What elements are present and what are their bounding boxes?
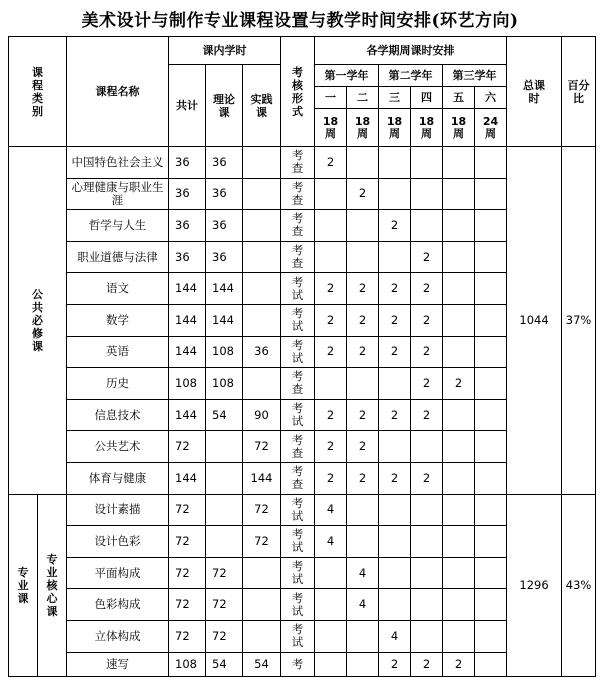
semester-hours-cell	[347, 620, 379, 652]
semester-hours-cell: 2	[379, 652, 411, 676]
semester-hours-cell	[315, 368, 347, 400]
group-total-hours: 1296	[507, 494, 562, 676]
theory-hours-cell	[206, 494, 243, 526]
theory-hours-cell: 108	[206, 368, 243, 400]
exam-form-cell: 考试	[281, 526, 315, 558]
semester-hours-cell: 2	[379, 336, 411, 368]
practice-hours-cell	[243, 210, 281, 242]
practice-hours-cell: 72	[243, 526, 281, 558]
semester-hours-cell: 2	[411, 273, 443, 305]
semester-hours-cell: 2	[411, 336, 443, 368]
semester-hours-cell: 2	[347, 336, 379, 368]
semester-hours-cell	[475, 304, 507, 336]
semester-hours-cell	[347, 368, 379, 400]
total-hours-cell: 72	[169, 557, 206, 589]
theory-hours-cell: 144	[206, 273, 243, 305]
theory-hours-cell: 108	[206, 336, 243, 368]
semester-hours-cell	[411, 526, 443, 558]
total-hours-cell: 72	[169, 526, 206, 558]
semester-hours-cell	[443, 241, 475, 273]
semester-hours-cell	[411, 620, 443, 652]
header-semester-4: 四	[411, 87, 443, 109]
header-year1: 第一学年	[315, 65, 379, 87]
semester-hours-cell	[475, 210, 507, 242]
semester-hours-cell	[475, 462, 507, 494]
course-name: 立体构成	[67, 620, 169, 652]
course-name: 公共艺术	[67, 431, 169, 463]
course-name: 速写	[67, 652, 169, 676]
curriculum-table	[8, 36, 596, 677]
course-name: 设计色彩	[67, 526, 169, 558]
semester-hours-cell	[347, 652, 379, 676]
total-hours-cell: 36	[169, 147, 206, 179]
total-hours-cell: 108	[169, 652, 206, 676]
exam-form-cell: 考试	[281, 336, 315, 368]
course-name: 体育与健康	[67, 462, 169, 494]
semester-hours-cell	[443, 431, 475, 463]
total-hours-cell: 144	[169, 336, 206, 368]
semester-hours-cell	[315, 210, 347, 242]
semester-hours-cell	[379, 589, 411, 621]
practice-hours-cell: 144	[243, 462, 281, 494]
semester-hours-cell	[379, 368, 411, 400]
semester-hours-cell	[475, 557, 507, 589]
semester-hours-cell	[443, 526, 475, 558]
semester-hours-cell	[443, 178, 475, 210]
semester-hours-cell	[475, 241, 507, 273]
semester-hours-cell	[475, 652, 507, 676]
semester-hours-cell: 2	[411, 368, 443, 400]
exam-form-cell: 考试	[281, 273, 315, 305]
semester-hours-cell	[475, 526, 507, 558]
semester-hours-cell	[475, 431, 507, 463]
total-hours-cell: 72	[169, 431, 206, 463]
theory-hours-cell: 72	[206, 620, 243, 652]
semester-hours-cell	[347, 241, 379, 273]
semester-hours-cell: 2	[315, 462, 347, 494]
document-title: 美术设计与制作专业课程设置与教学时间安排(环艺方向)	[81, 10, 519, 31]
semester-hours-cell: 2	[379, 399, 411, 431]
table-row	[9, 147, 596, 179]
exam-form-cell: 考试	[281, 620, 315, 652]
header-percent: 百分比	[562, 37, 596, 147]
table-row	[9, 494, 596, 526]
semester-hours-cell	[475, 620, 507, 652]
semester-hours-cell	[411, 494, 443, 526]
total-hours-cell: 108	[169, 368, 206, 400]
exam-form-cell: 考试	[281, 557, 315, 589]
semester-hours-cell	[443, 210, 475, 242]
exam-form-cell: 考试	[281, 589, 315, 621]
practice-hours-cell: 72	[243, 494, 281, 526]
group-percent: 37%	[562, 147, 596, 495]
semester-hours-cell	[475, 399, 507, 431]
header-semester-6: 六	[475, 87, 507, 109]
subcategory-cell: 专业核心课	[38, 494, 67, 676]
theory-hours-cell: 36	[206, 241, 243, 273]
semester-hours-cell: 2	[411, 399, 443, 431]
semester-hours-cell	[443, 620, 475, 652]
semester-hours-cell: 2	[347, 178, 379, 210]
practice-hours-cell	[243, 147, 281, 179]
header-theory: 理论课	[206, 65, 243, 147]
semester-hours-cell	[443, 304, 475, 336]
header-semester-weekly: 各学期周课时安排	[315, 37, 507, 65]
exam-form-cell: 考	[281, 652, 315, 676]
header-semester-5: 五	[443, 87, 475, 109]
course-name: 数学	[67, 304, 169, 336]
header-practice: 实践课	[243, 65, 281, 147]
theory-hours-cell: 36	[206, 178, 243, 210]
theory-hours-cell	[206, 431, 243, 463]
semester-hours-cell	[475, 589, 507, 621]
semester-hours-cell: 2	[411, 652, 443, 676]
semester-hours-cell	[347, 494, 379, 526]
semester-hours-cell	[411, 589, 443, 621]
course-name: 中国特色社会主义	[67, 147, 169, 179]
theory-hours-cell: 54	[206, 399, 243, 431]
practice-hours-cell	[243, 368, 281, 400]
semester-hours-cell: 4	[315, 526, 347, 558]
theory-hours-cell	[206, 462, 243, 494]
course-name: 设计素描	[67, 494, 169, 526]
header-category: 课程类别	[9, 37, 67, 147]
header-exam-form: 考核形式	[281, 37, 315, 147]
semester-hours-cell: 2	[443, 652, 475, 676]
semester-hours-cell	[379, 557, 411, 589]
course-name: 心理健康与职业生涯	[67, 178, 169, 210]
header-course-name: 课程名称	[67, 37, 169, 147]
semester-hours-cell	[347, 526, 379, 558]
header-semester-1: 一	[315, 87, 347, 109]
header-year2: 第二学年	[379, 65, 443, 87]
exam-form-cell: 考查	[281, 147, 315, 179]
semester-hours-cell	[443, 494, 475, 526]
semester-hours-cell: 4	[379, 620, 411, 652]
practice-hours-cell: 72	[243, 431, 281, 463]
practice-hours-cell	[243, 304, 281, 336]
category-cell: 专业课	[9, 494, 38, 676]
semester-hours-cell: 2	[315, 399, 347, 431]
course-name: 色彩构成	[67, 589, 169, 621]
exam-form-cell: 考查	[281, 241, 315, 273]
theory-hours-cell: 72	[206, 589, 243, 621]
semester-hours-cell	[379, 494, 411, 526]
total-hours-cell: 36	[169, 178, 206, 210]
course-name: 语文	[67, 273, 169, 305]
semester-hours-cell: 4	[347, 589, 379, 621]
semester-hours-cell: 2	[315, 431, 347, 463]
semester-hours-cell: 2	[315, 147, 347, 179]
total-hours-cell: 144	[169, 399, 206, 431]
semester-hours-cell	[475, 178, 507, 210]
theory-hours-cell: 36	[206, 147, 243, 179]
practice-hours-cell: 54	[243, 652, 281, 676]
practice-hours-cell	[243, 620, 281, 652]
semester-hours-cell	[443, 147, 475, 179]
semester-hours-cell	[315, 241, 347, 273]
course-name: 职业道德与法律	[67, 241, 169, 273]
semester-hours-cell	[379, 178, 411, 210]
header-weeks-1: 18周	[315, 109, 347, 147]
theory-hours-cell: 54	[206, 652, 243, 676]
semester-hours-cell: 2	[443, 368, 475, 400]
header-total-hours: 总课时	[507, 37, 562, 147]
practice-hours-cell	[243, 589, 281, 621]
total-hours-cell: 36	[169, 210, 206, 242]
semester-hours-cell	[347, 147, 379, 179]
category-cell: 公共必修课	[9, 147, 67, 495]
semester-hours-cell	[379, 241, 411, 273]
semester-hours-cell	[443, 399, 475, 431]
exam-form-cell: 考试	[281, 494, 315, 526]
theory-hours-cell: 36	[206, 210, 243, 242]
header-total: 共计	[169, 65, 206, 147]
semester-hours-cell: 2	[379, 462, 411, 494]
semester-hours-cell	[379, 147, 411, 179]
total-hours-cell: 72	[169, 494, 206, 526]
semester-hours-cell	[411, 210, 443, 242]
semester-hours-cell: 2	[347, 462, 379, 494]
semester-hours-cell	[475, 273, 507, 305]
header-weeks-4: 18周	[411, 109, 443, 147]
total-hours-cell: 72	[169, 620, 206, 652]
group-total-hours: 1044	[507, 147, 562, 495]
theory-hours-cell: 144	[206, 304, 243, 336]
semester-hours-cell: 2	[379, 210, 411, 242]
exam-form-cell: 考试	[281, 399, 315, 431]
practice-hours-cell	[243, 178, 281, 210]
total-hours-cell: 72	[169, 589, 206, 621]
semester-hours-cell	[411, 431, 443, 463]
semester-hours-cell: 2	[347, 304, 379, 336]
practice-hours-cell: 36	[243, 336, 281, 368]
semester-hours-cell	[443, 589, 475, 621]
semester-hours-cell: 2	[347, 399, 379, 431]
header-semester-2: 二	[347, 87, 379, 109]
exam-form-cell: 考查	[281, 431, 315, 463]
header-year3: 第三学年	[443, 65, 507, 87]
exam-form-cell: 考查	[281, 368, 315, 400]
header-semester-3: 三	[379, 87, 411, 109]
semester-hours-cell	[475, 147, 507, 179]
exam-form-cell: 考查	[281, 178, 315, 210]
semester-hours-cell	[443, 462, 475, 494]
exam-form-cell: 考试	[281, 304, 315, 336]
semester-hours-cell	[411, 147, 443, 179]
semester-hours-cell	[443, 273, 475, 305]
total-hours-cell: 36	[169, 241, 206, 273]
semester-hours-cell	[443, 557, 475, 589]
course-name: 信息技术	[67, 399, 169, 431]
semester-hours-cell	[315, 557, 347, 589]
header-weeks-5: 18周	[443, 109, 475, 147]
semester-hours-cell: 2	[347, 431, 379, 463]
total-hours-cell: 144	[169, 273, 206, 305]
semester-hours-cell: 2	[411, 241, 443, 273]
practice-hours-cell	[243, 241, 281, 273]
semester-hours-cell	[315, 589, 347, 621]
semester-hours-cell	[475, 368, 507, 400]
course-name: 历史	[67, 368, 169, 400]
semester-hours-cell: 2	[379, 304, 411, 336]
exam-form-cell: 考查	[281, 210, 315, 242]
semester-hours-cell: 4	[315, 494, 347, 526]
semester-hours-cell: 2	[315, 273, 347, 305]
course-name: 英语	[67, 336, 169, 368]
practice-hours-cell	[243, 557, 281, 589]
header-weeks-2: 18周	[347, 109, 379, 147]
theory-hours-cell	[206, 526, 243, 558]
total-hours-cell: 144	[169, 462, 206, 494]
practice-hours-cell: 90	[243, 399, 281, 431]
practice-hours-cell	[243, 273, 281, 305]
semester-hours-cell: 2	[347, 273, 379, 305]
course-name: 平面构成	[67, 557, 169, 589]
semester-hours-cell: 2	[379, 273, 411, 305]
semester-hours-cell	[379, 431, 411, 463]
semester-hours-cell	[411, 557, 443, 589]
semester-hours-cell	[379, 526, 411, 558]
semester-hours-cell	[347, 210, 379, 242]
semester-hours-cell: 2	[411, 304, 443, 336]
semester-hours-cell	[315, 620, 347, 652]
header-in-class-hours: 课内学时	[169, 37, 281, 65]
semester-hours-cell: 2	[411, 462, 443, 494]
semester-hours-cell: 2	[315, 336, 347, 368]
semester-hours-cell	[475, 336, 507, 368]
header-weeks-6: 24周	[475, 109, 507, 147]
semester-hours-cell: 4	[347, 557, 379, 589]
semester-hours-cell	[443, 336, 475, 368]
total-hours-cell: 144	[169, 304, 206, 336]
semester-hours-cell	[315, 178, 347, 210]
semester-hours-cell: 2	[315, 304, 347, 336]
semester-hours-cell	[315, 652, 347, 676]
semester-hours-cell	[411, 178, 443, 210]
group-percent: 43%	[562, 494, 596, 676]
theory-hours-cell: 72	[206, 557, 243, 589]
semester-hours-cell	[475, 494, 507, 526]
exam-form-cell: 考查	[281, 462, 315, 494]
header-weeks-3: 18周	[379, 109, 411, 147]
course-name: 哲学与人生	[67, 210, 169, 242]
